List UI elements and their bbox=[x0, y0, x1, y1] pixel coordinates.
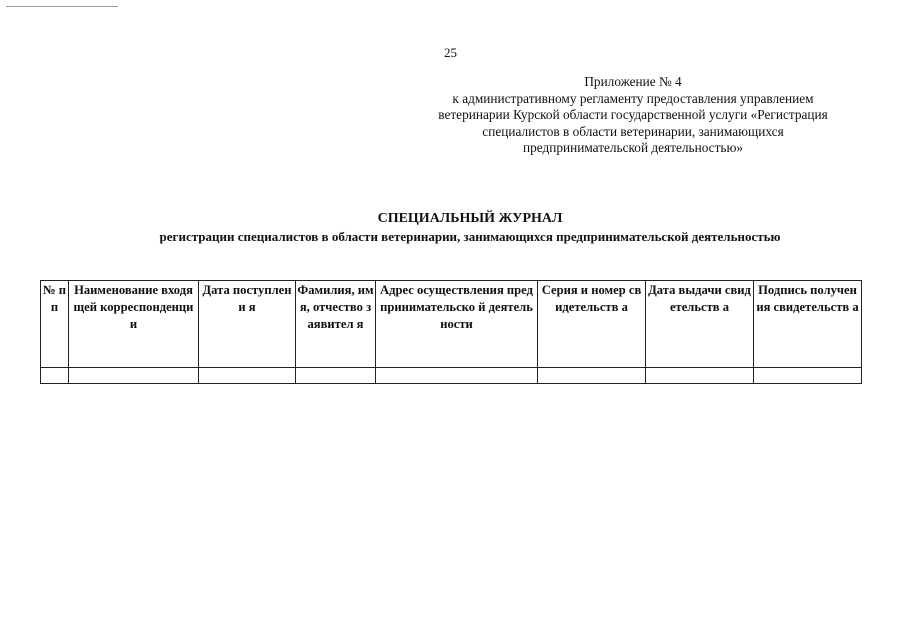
appendix-header bbox=[388, 74, 878, 157]
document-subtitle: регистрации специалистов в области ветеринарии, занимающихся предпринимательской деятельностью bbox=[159, 229, 781, 244]
header-issue-date: Дата выдачи свидетельств а bbox=[646, 281, 754, 368]
header-certificate-number: Серия и номер свидетельств а bbox=[538, 281, 646, 368]
table-cell bbox=[754, 368, 862, 384]
table-cell bbox=[41, 368, 69, 384]
table-cell bbox=[296, 368, 376, 384]
appendix-line: специалистов в области ветеринарии, занимающихся bbox=[482, 123, 784, 139]
appendix-number: Приложение № 4 bbox=[584, 74, 682, 89]
page-number: 25 bbox=[444, 45, 457, 60]
header-receipt-date: Дата поступлени я bbox=[199, 281, 296, 368]
table-cell bbox=[69, 368, 199, 384]
document-title: СПЕЦИАЛЬНЫЙ ЖУРНАЛ bbox=[377, 211, 563, 226]
appendix-line: ветеринарии Курской области государственной услуги «Регистрация bbox=[438, 107, 828, 123]
header-signature: Подпись получения свидетельств а bbox=[754, 281, 862, 368]
scan-artifact-line bbox=[6, 6, 118, 7]
table-cell bbox=[538, 368, 646, 384]
journal-table bbox=[40, 280, 862, 384]
table-header-row bbox=[41, 281, 862, 368]
table-cell bbox=[376, 368, 538, 384]
table-row bbox=[41, 368, 862, 384]
appendix-line: предпринимательской деятельностью» bbox=[522, 140, 744, 156]
appendix-line: к административному регламенту предоставления управлением bbox=[452, 90, 814, 106]
table-cell bbox=[646, 368, 754, 384]
table-cell bbox=[199, 368, 296, 384]
header-applicant-name: Фамилия, имя, отчество заявител я bbox=[296, 281, 376, 368]
header-number: № п п bbox=[41, 281, 69, 368]
header-business-address: Адрес осуществления предпринимательско й деятельности bbox=[376, 281, 538, 368]
header-correspondence: Наименование входящей корреспонденци и bbox=[69, 281, 199, 368]
